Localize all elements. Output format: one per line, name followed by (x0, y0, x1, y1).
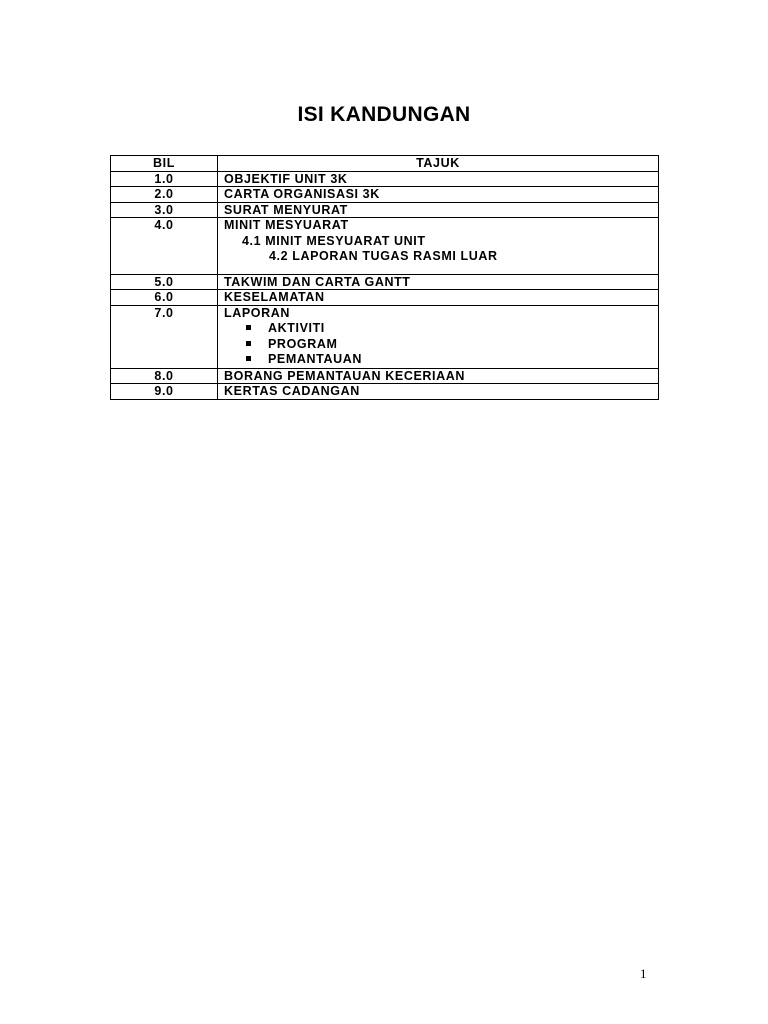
row-spacer (224, 265, 652, 274)
bullet-label: AKTIVITI (268, 321, 325, 335)
square-bullet-icon (246, 356, 251, 361)
table-row (111, 171, 659, 187)
row-number: 8.0 (111, 368, 218, 384)
document-title: ISI KANDUNGAN (297, 103, 471, 126)
row-title-group (218, 218, 659, 275)
row-title: TAKWIM DAN CARTA GANTT (218, 274, 659, 290)
sub-item: 4.1 MINIT MESYUARAT UNIT (242, 233, 426, 248)
row-number: 7.0 (111, 305, 218, 368)
row-title: KERTAS CADANGAN (218, 384, 659, 400)
header-bil: BIL (111, 156, 218, 172)
table-row (111, 368, 659, 384)
bullet-label: PROGRAM (268, 336, 338, 351)
row-title: CARTA ORGANISASI 3K (218, 187, 659, 203)
table-row (111, 202, 659, 218)
table-row (111, 187, 659, 203)
row-title: SURAT MENYURAT (218, 202, 659, 218)
bullet-item (224, 337, 652, 353)
row-number: 2.0 (111, 187, 218, 203)
square-bullet-icon (246, 341, 251, 346)
row-title-group (218, 305, 659, 368)
header-tajuk: TAJUK (218, 156, 659, 172)
bullet-item (224, 352, 652, 368)
row-number: 9.0 (111, 384, 218, 400)
table-row (111, 274, 659, 290)
table-header-row (111, 156, 659, 172)
row-number: 5.0 (111, 274, 218, 290)
page-number: 1 (640, 966, 647, 981)
row-title: BORANG PEMANTAUAN KECERIAAN (218, 368, 659, 384)
row-title: LAPORAN (224, 305, 291, 320)
row-number: 3.0 (111, 202, 218, 218)
row-number: 4.0 (111, 218, 218, 275)
row-number: 6.0 (111, 290, 218, 306)
row-title: OBJEKTIF UNIT 3K (218, 171, 659, 187)
bullet-item (224, 321, 652, 337)
row-title: KESELAMATAN (218, 290, 659, 306)
row-title: MINIT MESYUARAT (224, 218, 349, 232)
table-of-contents (110, 155, 659, 400)
table-row (111, 305, 659, 368)
table-row (111, 218, 659, 275)
row-number: 1.0 (111, 171, 218, 187)
square-bullet-icon (246, 325, 251, 330)
table-row (111, 384, 659, 400)
sub-item: 4.2 LAPORAN TUGAS RASMI LUAR (269, 249, 498, 263)
table-row (111, 290, 659, 306)
bullet-label: PEMANTAUAN (268, 352, 362, 366)
